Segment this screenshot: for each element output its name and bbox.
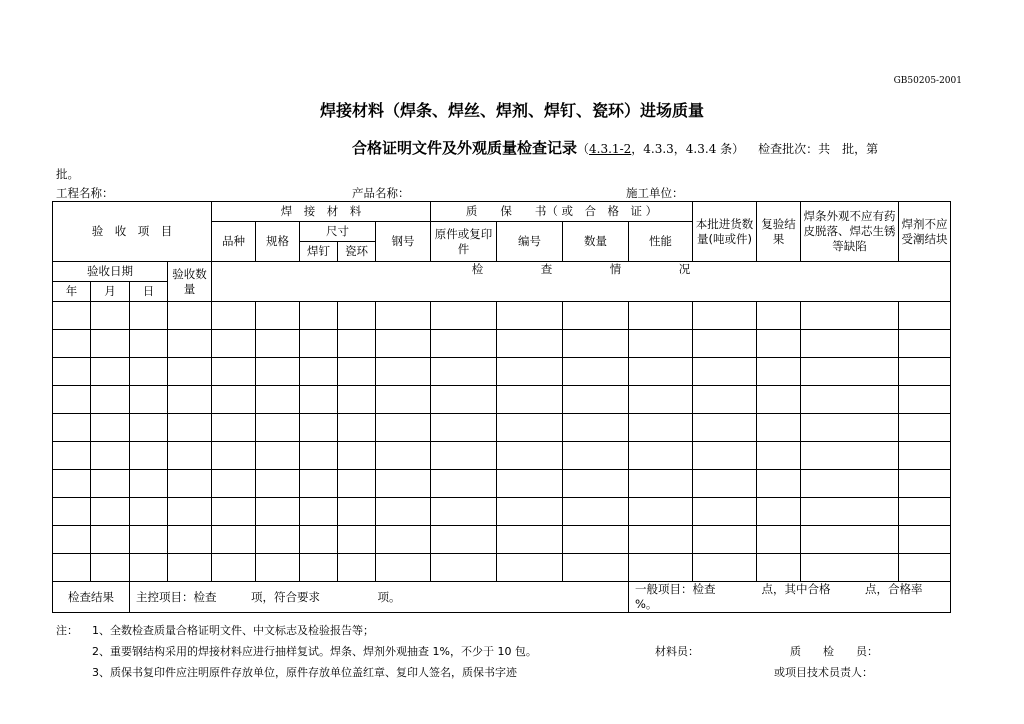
welding-materials-header: 焊 接 材 料 [212,202,431,222]
batch-tail: 批。 [56,167,79,181]
note-3: 3、质保书复印件应注明原件存放单位，原件存放单位盖红章、复印人签名，质保书字迹 [92,666,517,679]
table-row [53,302,951,330]
general-items-result: 一般项目：检查 点，其中合格 点，合格率 %。 [629,582,951,613]
batch-text: 检查批次：共 批，第 [758,142,879,156]
title-ref-rest: ，4.3.3，4.3.4 条） [631,142,745,156]
batch-quantity-header: 本批进货数量(吨或件) [693,202,757,262]
table-row [53,442,951,470]
original-or-copy-header: 原件或复印件 [431,222,497,262]
electrode-appearance-header: 焊条外观不应有药皮脱落、焊芯生锈等缺陷 [801,202,899,262]
title-line-2 [352,137,878,158]
table-row [53,386,951,414]
table-row [53,414,951,442]
year-header: 年 [53,282,91,302]
table-row [53,358,951,386]
notes-prefix: 注： [56,624,78,637]
specification-header: 规格 [256,222,300,262]
note-1: 1、全数检查质量合格证明文件、中文标志及检验报告等； [92,624,374,637]
title-line-1: 焊接材料（焊条、焊丝、焊剂、焊钉、瓷环）进场质量 [319,101,704,120]
size-header: 尺寸 [300,222,376,242]
variety-header: 品种 [212,222,256,262]
table-row [53,470,951,498]
title-ref-clause: 4.3.1-2 [589,142,632,156]
project-name-label: 工程名称： [56,186,114,200]
table-row [53,554,951,582]
inspection-item-header: 验 收 项 目 [53,202,212,262]
steel-grade-header: 钢号 [376,222,431,262]
standard-code: GB50205-2001 [893,76,962,86]
material-staff-label: 材料员： [655,645,699,658]
note-2: 2、重要钢结构采用的焊接材料应进行抽样复试。焊条、焊剂外观抽查 1%，不少于 10 包。 [92,645,537,658]
month-header: 月 [91,282,130,302]
table-row [53,498,951,526]
table-row [53,330,951,358]
title-ref-open: （ [577,142,590,156]
performance-header: 性能 [629,222,693,262]
inspection-status-header: 检 查 情 况 [212,262,951,302]
construction-unit-label: 施工单位： [626,186,684,200]
recheck-result-header: 复验结果 [757,202,801,262]
stud-header: 焊钉 [300,242,338,262]
quantity-header: 数量 [563,222,629,262]
acceptance-date-header: 验收日期 [53,262,168,282]
table-row [53,526,951,554]
quality-inspector-label: 质 检 员： [790,645,878,658]
quality-certificate-header: 质 保 书（ 或 合 格 证 ） [431,202,693,222]
technical-lead-label: 或项目技术员责人： [774,666,873,679]
main-items-result: 主控项目：检查 项，符合要求 项。 [130,582,629,613]
flux-no-lumps-header: 焊剂不应受潮结块 [899,202,951,262]
day-header: 日 [130,282,168,302]
ceramic-ring-header: 瓷环 [338,242,376,262]
result-label: 检查结果 [53,582,130,613]
acceptance-quantity-header: 验收数量 [168,262,212,302]
product-name-label: 产品名称： [352,186,410,200]
number-header: 编号 [497,222,563,262]
inspection-table [52,201,957,613]
title-line-2-main: 合格证明文件及外观质量检查记录 [352,139,578,157]
